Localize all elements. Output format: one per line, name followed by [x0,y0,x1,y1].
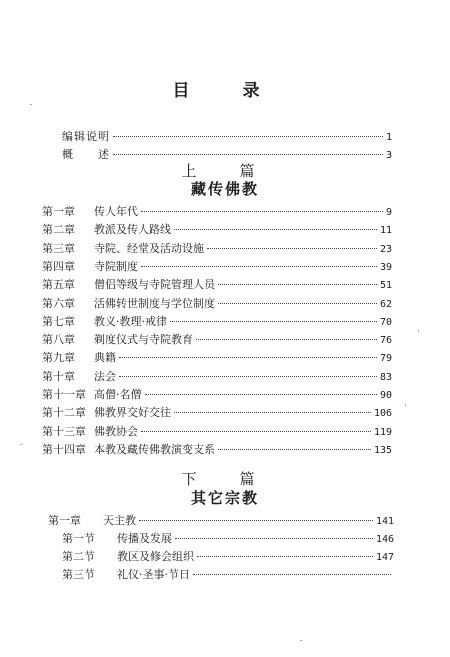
entry-title: 寺院制度 [94,259,138,273]
entry-page: 119 [373,426,392,438]
leader-dots [139,520,373,521]
entry-title: 僧侣等级与寺院管理人员 [94,278,215,292]
entry-chapter-number: 第五章 [42,278,75,292]
entry-title: 本教及藏传佛教演变支系 [94,442,215,456]
leader-dots [141,431,371,432]
toc-entry-chapter-9[interactable] [42,349,392,367]
entry-page: 1 [385,132,392,143]
entry-chapter-number: 第三章 [42,241,75,255]
entry-page: 90 [379,390,392,401]
toc-entry-part2-chapter[interactable] [48,512,394,530]
entry-chapter-number: 第七章 [42,314,75,328]
part1-subtitle: 藏传佛教 [190,180,259,198]
toc-entry-section-3[interactable] [62,566,394,584]
entry-title: 礼仪·圣事·节日 [117,568,190,581]
toc-entry-chapter-13[interactable] [42,423,392,441]
entry-chapter-number: 第四章 [42,259,75,273]
entry-page: 11 [379,225,392,237]
entry-chapter-number: 第六章 [42,296,75,310]
entry-chapter-number: 第十二章 [42,406,86,420]
leader-dots [207,248,377,249]
entry-page: 106 [373,408,392,420]
leader-dots [218,449,371,450]
leader-dots [218,284,377,285]
entry-title: 教义·教理·戒律 [94,314,167,328]
entry-title: 教区及修会组织 [117,550,194,563]
entry-page: 23 [379,243,392,255]
entry-title: 传播及发展 [117,532,172,545]
toc-entry-section-1[interactable] [62,530,394,548]
scan-speck [418,330,419,332]
scan-speck [300,640,302,641]
entry-title: 编辑说明 [62,130,110,143]
entry-title: 天主教 [103,514,136,527]
toc-entry-chapter-11[interactable] [42,386,392,404]
entry-title: 寺院、经堂及活动设施 [94,241,204,255]
entry-page: 83 [379,371,392,383]
toc-entry-chapter-8[interactable] [42,331,392,349]
toc-entry-chapter-2[interactable] [42,221,392,239]
entry-chapter-number: 第八章 [42,333,75,347]
entry-page: 79 [379,353,392,365]
leader-dots [113,136,383,137]
entry-title: 高僧·名僧 [94,388,142,401]
toc-entry-chapter-14[interactable] [42,441,392,459]
entry-title: 法会 [94,369,116,383]
entry-title: 概 述 [62,148,110,161]
entry-title: 活佛转世制度与学位制度 [94,296,215,310]
leader-dots [196,339,377,340]
leader-dots [113,154,383,155]
toc-entry-chapter-5[interactable] [42,276,392,294]
entry-page: 39 [379,261,392,273]
toc-entry-front-1[interactable] [62,128,392,144]
entry-chapter-number: 第十一章 [42,388,86,401]
entry-title: 传人年代 [94,205,138,218]
entry-page: 62 [379,298,392,310]
toc-entry-chapter-12[interactable] [42,404,392,422]
toc-entry-chapter-6[interactable] [42,295,392,313]
entry-chapter-number: 第十三章 [42,424,86,438]
leader-dots [119,357,377,358]
leader-dots [145,394,377,395]
entry-section-number: 第二节 [62,550,95,563]
entry-chapter-number: 第十四章 [42,442,86,456]
entry-chapter-number: 第十章 [42,369,75,383]
leader-dots [174,229,377,230]
leader-dots [141,211,383,212]
part2-heading: 下 篇 [181,470,269,488]
leader-dots [197,556,373,557]
leader-dots [175,538,373,539]
entry-page: 51 [379,280,392,292]
entry-section-number: 第一节 [62,532,95,545]
leader-dots [193,574,391,575]
entry-page: 9 [385,207,392,218]
toc-entry-chapter-3[interactable] [42,240,392,258]
entry-chapter-number: 第二章 [42,223,75,237]
entry-chapter-number: 第九章 [42,351,75,365]
entry-page: 147 [375,552,394,563]
entry-section-number: 第三节 [62,568,95,581]
entry-title: 佛教界交好交往 [94,406,171,420]
entry-chapter-number: 第一章 [48,514,81,527]
toc-entry-chapter-7[interactable] [42,313,392,331]
leader-dots [119,376,377,377]
entry-title: 佛教协会 [94,424,138,438]
entry-page: 76 [379,335,392,347]
entry-chapter-number: 第一章 [42,205,75,218]
entry-title: 典籍 [94,351,116,365]
toc-entry-section-2[interactable] [62,548,394,566]
leader-dots [174,412,371,413]
entry-title: 剃度仪式与寺院教育 [94,333,193,347]
toc-entry-chapter-10[interactable] [42,368,392,386]
scan-speck [30,104,32,105]
entry-page: 3 [385,150,392,161]
entry-title: 教派及传人路线 [94,223,171,237]
toc-entry-chapter-1[interactable] [42,203,392,221]
leader-dots [218,303,377,304]
toc-entry-chapter-4[interactable] [42,258,392,276]
entry-page: 70 [379,316,392,328]
page-title: 目 录 [172,81,278,101]
scan-speck [20,444,22,445]
entry-page: 141 [375,516,394,527]
leader-dots [141,266,377,267]
scan-speck [405,404,406,406]
part1-heading: 上 篇 [181,162,269,180]
part2-subtitle: 其它宗教 [190,489,259,507]
leader-dots [170,321,377,322]
entry-page: 146 [375,534,394,545]
entry-page: 135 [373,444,392,456]
